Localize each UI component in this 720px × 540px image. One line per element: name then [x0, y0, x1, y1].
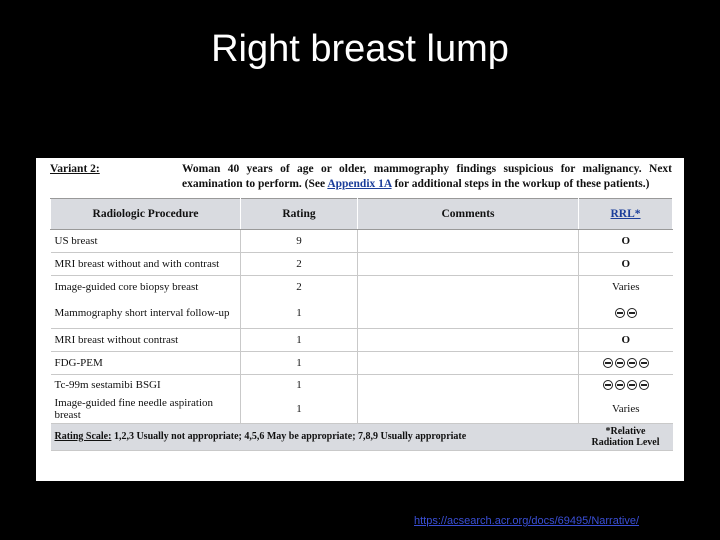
rating-scale-row: [51, 424, 673, 451]
procedure-cell: US breast: [51, 230, 241, 253]
comments-cell: [358, 276, 579, 299]
appendix-link[interactable]: Appendix 1A: [327, 178, 392, 190]
comments-cell: [358, 329, 579, 352]
rating-scale-label: Rating Scale:: [54, 431, 112, 442]
rating-cell: 1: [241, 329, 358, 352]
radiation-dose-icon: [615, 308, 625, 318]
header-procedure: Radiologic Procedure: [51, 199, 241, 230]
radiation-dose-icon: [615, 358, 625, 368]
rrl-cell: [579, 329, 673, 352]
rrl-note-line1: *Relative: [605, 426, 646, 437]
comments-cell: [358, 375, 579, 396]
table-row: [51, 253, 673, 276]
radiation-dose-icon: [615, 380, 625, 390]
table-row: [51, 329, 673, 352]
variant-header: [50, 162, 672, 192]
radiation-dose-icon: [627, 358, 637, 368]
comments-cell: [358, 230, 579, 253]
rrl-value: O: [621, 258, 631, 270]
rrl-cell: [579, 230, 673, 253]
table-row: [51, 395, 673, 424]
procedure-cell: MRI breast without contrast: [51, 329, 241, 352]
rating-cell: 1: [241, 298, 358, 329]
rating-scale-text: 1,2,3 Usually not appropriate; 4,5,6 May be appropriate; 7,8,9 Usually appropriate: [111, 431, 467, 442]
table-row: [51, 298, 673, 329]
comments-cell: [358, 253, 579, 276]
radiation-dose-icon: [627, 380, 637, 390]
radiation-dose-icon: [627, 308, 637, 318]
table-row: [51, 230, 673, 253]
rrl-cell: [579, 253, 673, 276]
rating-scale-cell: [51, 424, 579, 451]
table-header-row: [51, 199, 673, 230]
header-comments: Comments: [358, 199, 579, 230]
procedure-cell: FDG-PEM: [51, 352, 241, 375]
acr-criteria-panel: [36, 158, 684, 481]
rrl-cell: Varies: [579, 395, 673, 424]
header-rrl[interactable]: [579, 199, 673, 230]
rating-cell: 1: [241, 395, 358, 424]
rating-cell: 2: [241, 276, 358, 299]
rating-cell: 9: [241, 230, 358, 253]
rrl-cell: [579, 375, 673, 396]
slide-title: Right breast lump: [211, 28, 509, 70]
procedure-cell: Tc-99m sestamibi BSGI: [51, 375, 241, 396]
rating-cell: 2: [241, 253, 358, 276]
acr-criteria-document: [50, 162, 672, 451]
procedure-table: [50, 198, 673, 451]
source-link[interactable]: https://acsearch.acr.org/docs/69495/Narrative/: [414, 515, 640, 527]
variant-desc-after: for additional steps in the workup of these patients.): [391, 178, 650, 190]
rrl-note-line2: Radiation Level: [591, 437, 660, 448]
rating-cell: 1: [241, 352, 358, 375]
table-row: [51, 276, 673, 299]
rrl-value: O: [621, 334, 631, 346]
procedure-cell: Image-guided fine needle aspiration breast: [51, 395, 241, 424]
header-rating: Rating: [241, 199, 358, 230]
variant-desc-before: Woman 40 years of age or older, mammography findings suspicious for malignancy. Next examination to perform. (See: [182, 163, 672, 190]
table-row: [51, 352, 673, 375]
comments-cell: [358, 352, 579, 375]
procedure-cell: Image-guided core biopsy breast: [51, 276, 241, 299]
rrl-cell: Varies: [612, 281, 640, 293]
rrl-cell: [579, 298, 673, 329]
procedure-cell: MRI breast without and with contrast: [51, 253, 241, 276]
radiation-dose-icon: [603, 380, 613, 390]
radiation-dose-icon: [639, 380, 649, 390]
comments-cell: [358, 298, 579, 329]
radiation-dose-icon: [603, 358, 613, 368]
variant-label: Variant 2:: [50, 163, 100, 175]
comments-cell: [358, 395, 579, 424]
rrl-link[interactable]: RRL*: [610, 208, 641, 220]
variant-description: [182, 162, 672, 192]
rrl-cell: [579, 352, 673, 375]
rrl-value: O: [621, 235, 631, 247]
table-row: [51, 375, 673, 396]
procedure-cell: Mammography short interval follow-up: [51, 298, 241, 329]
rrl-note-cell: [579, 424, 673, 451]
rating-cell: 1: [241, 375, 358, 396]
radiation-dose-icon: [639, 358, 649, 368]
